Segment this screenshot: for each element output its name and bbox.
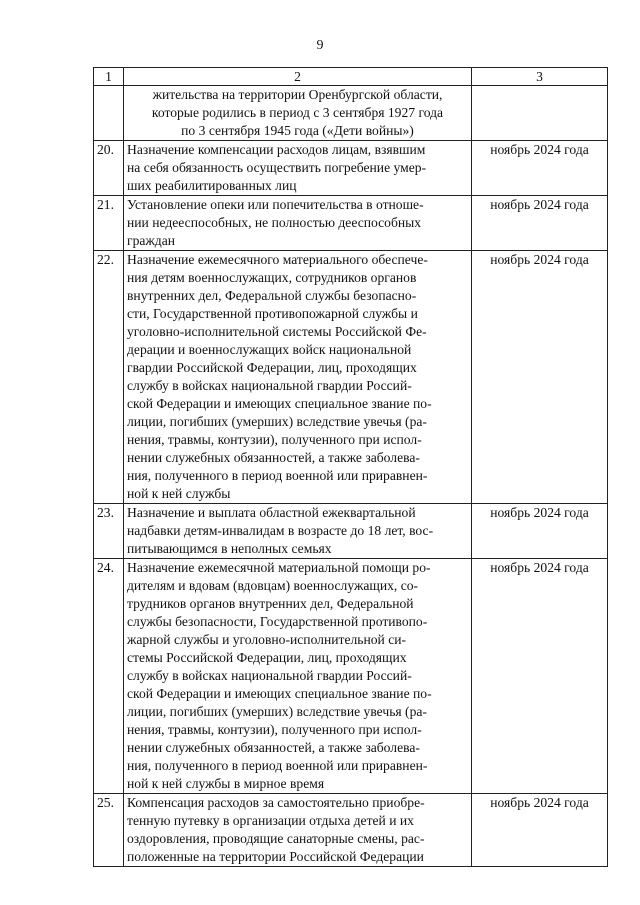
text-line: нии недееспособных, не полностью дееспособных bbox=[127, 215, 422, 230]
text-line: нении служебных обязанностей, а также заболева- bbox=[127, 740, 420, 755]
column-header-1: 1 bbox=[94, 68, 124, 86]
text-line: ния детям военнослужащих, сотрудников органов bbox=[127, 270, 417, 285]
text-line: Компенсация расходов за самостоятельно приобре- bbox=[127, 795, 425, 810]
row-deadline: ноябрь 2024 года bbox=[472, 251, 608, 504]
text-line: оздоровления, проводящие санаторные смены, рас- bbox=[127, 831, 425, 846]
text-line: ской Федерации и имеющих специальное звание по- bbox=[127, 396, 432, 411]
text-line: ной к ней службы bbox=[127, 486, 231, 501]
text-line: положенные на территории Российской Федерации bbox=[127, 849, 424, 864]
page-number: 9 bbox=[316, 38, 324, 53]
text-line: трудников органов внутренних дел, Федеральной bbox=[127, 596, 414, 611]
row-number: 20. bbox=[94, 141, 124, 196]
row-description bbox=[124, 251, 472, 504]
text-line: Назначение и выплата областной ежеквартальной bbox=[127, 505, 416, 520]
text-line: жарной службы и уголовно-исполнительной си- bbox=[127, 632, 407, 647]
text-line: которые родились в период с 3 сентября 1927 года bbox=[151, 105, 444, 120]
continuation-text bbox=[124, 86, 472, 141]
text-line: лиции, погибших (умерших) вследствие увечья (ра- bbox=[127, 704, 427, 719]
text-line: нения, травмы, контузии), полученного при испол- bbox=[127, 722, 422, 737]
text-line: ния, полученного в период военной или приравнен- bbox=[127, 468, 428, 483]
row-deadline: ноябрь 2024 года bbox=[472, 559, 608, 794]
row-description bbox=[124, 794, 472, 867]
text-line: надбавки детям-инвалидам в возрасте до 18 лет, вос- bbox=[127, 523, 434, 538]
row-number: 23. bbox=[94, 504, 124, 559]
text-line: ших реабилитированных лиц bbox=[127, 178, 297, 193]
row-number: 22. bbox=[94, 251, 124, 504]
row-number: 21. bbox=[94, 196, 124, 251]
table-row bbox=[94, 141, 608, 196]
table-header-row bbox=[94, 68, 608, 86]
text-line: уголовно-исполнительной системы Российской Фе- bbox=[127, 324, 427, 339]
continuation-date-cell bbox=[472, 86, 608, 141]
continuation-num-cell bbox=[94, 86, 124, 141]
row-description bbox=[124, 504, 472, 559]
text-line: внутренних дел, Федеральной службы безопасно- bbox=[127, 288, 417, 303]
text-line: Назначение ежемесячного материального обеспече- bbox=[127, 252, 428, 267]
text-line: питывающимся в неполных семьях bbox=[127, 541, 332, 556]
text-line: службы безопасности, Государственной противопо- bbox=[127, 614, 428, 629]
text-line: службу в войсках национальной гвардии Россий- bbox=[127, 668, 412, 683]
row-deadline: ноябрь 2024 года bbox=[472, 141, 608, 196]
text-line: нения, травмы, контузии), полученного при испол- bbox=[127, 432, 422, 447]
row-deadline: ноябрь 2024 года bbox=[472, 504, 608, 559]
table-row bbox=[94, 251, 608, 504]
text-line: дерации и военнослужащих войск национальной bbox=[127, 342, 412, 357]
text-line: стемы Российской Федерации, лиц, проходящих bbox=[127, 650, 407, 665]
column-header-3: 3 bbox=[472, 68, 608, 86]
text-line: ния, полученного в период военной или приравнен- bbox=[127, 758, 428, 773]
text-line: гвардии Российской Федерации, лиц, проходящих bbox=[127, 360, 417, 375]
text-line: сти, Государственной противопожарной службы и bbox=[127, 306, 418, 321]
text-line: ской Федерации и имеющих специальное звание по- bbox=[127, 686, 432, 701]
text-line: на себя обязанность осуществить погребение умер- bbox=[127, 160, 427, 175]
row-description bbox=[124, 559, 472, 794]
text-line: граждан bbox=[127, 233, 176, 248]
text-line: Назначение ежемесячной материальной помощи ро- bbox=[127, 560, 431, 575]
table-row bbox=[94, 196, 608, 251]
row-deadline: ноябрь 2024 года bbox=[472, 196, 608, 251]
schedule-table bbox=[93, 67, 608, 867]
text-line: по 3 сентября 1945 года («Дети войны») bbox=[181, 123, 414, 138]
table-row bbox=[94, 504, 608, 559]
continuation-row bbox=[94, 86, 608, 141]
table-row bbox=[94, 794, 608, 867]
text-line: лиции, погибших (умерших) вследствие увечья (ра- bbox=[127, 414, 427, 429]
column-header-2: 2 bbox=[124, 68, 472, 86]
text-line: дителям и вдовам (вдовцам) военнослужащих, со- bbox=[127, 578, 419, 593]
text-line: Назначение компенсации расходов лицам, взявшим bbox=[127, 142, 426, 157]
text-line: ной к ней службы в мирное время bbox=[127, 776, 325, 791]
row-number: 24. bbox=[94, 559, 124, 794]
text-line: нении служебных обязанностей, а также заболева- bbox=[127, 450, 420, 465]
table-row bbox=[94, 559, 608, 794]
row-description bbox=[124, 141, 472, 196]
text-line: Установление опеки или попечительства в отноше- bbox=[127, 197, 424, 212]
text-line: жительства на территории Оренбургской области, bbox=[152, 87, 443, 102]
row-deadline: ноябрь 2024 года bbox=[472, 794, 608, 867]
text-line: тенную путевку в организации отдыха детей и их bbox=[127, 813, 414, 828]
row-description bbox=[124, 196, 472, 251]
text-line: службу в войсках национальной гвардии Россий- bbox=[127, 378, 412, 393]
row-number: 25. bbox=[94, 794, 124, 867]
